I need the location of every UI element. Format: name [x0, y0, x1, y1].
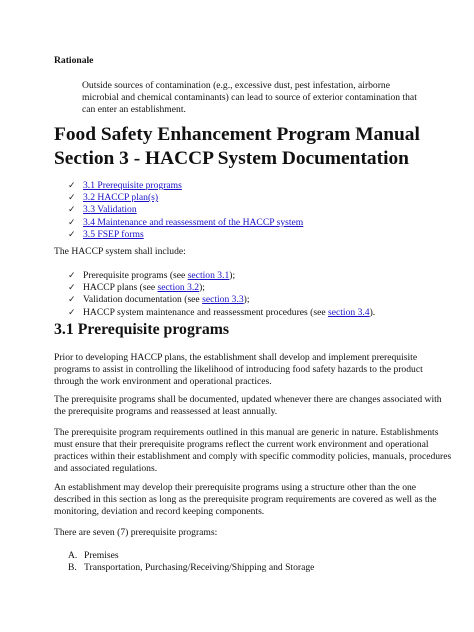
document-title-line-1: Food Safety Enhancement Program Manual [54, 124, 420, 145]
checkmark-icon: ✓ [68, 307, 76, 318]
checkmark-icon: ✓ [68, 271, 76, 281]
paragraph: An establishment may develop their prerequisite programs using a structure other than the one described in this section as long as the prerequisite program requirements are covered as well as the monitoring, deviation and record keeping components. [54, 482, 437, 517]
paragraph: The prerequisite program requirements outlined in this manual are generic in nature. Establishments must ensure that their prerequisite programs reflect the current work environment and operational practices within their establishment and comply with specific commodity policies, manuals, procedures and associated regulations. [54, 427, 452, 474]
toc-link-3-5[interactable]: 3.5 FSEP forms [83, 228, 144, 240]
section-link-3-4[interactable]: section 3.4 [328, 306, 370, 318]
rationale-text: Outside sources of contamination (e.g., excessive dust, pest infestation, airborne microbial and chemical contaminants) can lead to source of exterior contamination that can enter an establishment. [82, 80, 417, 115]
paragraph: Prior to developing HACCP plans, the establishment shall develop and implement prerequisite programs to assist in controlling the likelihood of introducing food safety hazards to the product through the work environment and operational practices. [54, 352, 423, 387]
includes-item-suffix: ); [243, 294, 250, 306]
rationale-heading: Rationale [54, 55, 94, 66]
toc-item [68, 192, 303, 204]
list-item-label: Transportation, Purchasing/Receiving/Shipping and Storage [84, 562, 315, 574]
section-link-3-1[interactable]: section 3.1 [187, 270, 230, 281]
checkmark-icon: ✓ [68, 229, 76, 240]
toc-item [68, 229, 303, 241]
list-item [68, 550, 314, 562]
paragraph: The prerequisite programs shall be documented, updated whenever there are changes associated with the prerequisite programs and reassessed at least annually. [54, 394, 442, 417]
includes-item-text: Prerequisite programs (see [83, 270, 188, 281]
includes-item [68, 294, 375, 306]
checkmark-icon: ✓ [68, 217, 76, 228]
list-item-label: Premises [84, 550, 119, 561]
checkmark-icon: ✓ [68, 193, 76, 204]
checkmark-icon: ✓ [68, 181, 76, 191]
checkmark-icon: ✓ [68, 205, 76, 216]
toc-link-3-1[interactable]: 3.1 Prerequisite programs [83, 180, 182, 191]
section-heading: 3.1 Prerequisite programs [54, 321, 230, 338]
includes-item-suffix: ); [229, 270, 236, 281]
list-marker: A. [68, 550, 78, 561]
section-link-3-3[interactable]: section 3.3 [202, 294, 244, 306]
checkmark-icon: ✓ [68, 283, 76, 294]
list-item [68, 562, 314, 574]
list-marker: B. [68, 562, 77, 574]
document-title-line-2: Section 3 - HACCP System Documentation [54, 147, 409, 169]
section-link-3-2[interactable]: section 3.2 [157, 282, 200, 294]
includes-intro: The HACCP system shall include: [54, 246, 186, 257]
includes-item-suffix: ); [199, 282, 205, 294]
includes-item-text: HACCP plans (see [83, 282, 158, 294]
includes-item-text: Validation documentation (see [83, 294, 203, 306]
paragraph: There are seven (7) prerequisite programs: [54, 527, 218, 538]
toc-link-3-2[interactable]: 3.2 HACCP plan(s) [83, 192, 159, 204]
includes-item [68, 282, 375, 294]
toc-link-3-3[interactable]: 3.3 Validation [83, 204, 137, 216]
includes-list [68, 270, 375, 319]
toc-link-3-4[interactable]: 3.4 Maintenance and reassessment of the HACCP system [83, 216, 304, 228]
includes-item-text: HACCP system maintenance and reassessment procedures (see [83, 306, 329, 318]
includes-item [68, 307, 375, 319]
prerequisite-programs-list [68, 550, 314, 574]
table-of-contents [68, 180, 303, 241]
checkmark-icon: ✓ [68, 295, 76, 306]
document-title [54, 123, 454, 170]
toc-item [68, 217, 303, 229]
includes-item [68, 270, 375, 282]
toc-item [68, 180, 303, 192]
toc-item [68, 204, 303, 216]
includes-item-suffix: ). [369, 306, 376, 318]
